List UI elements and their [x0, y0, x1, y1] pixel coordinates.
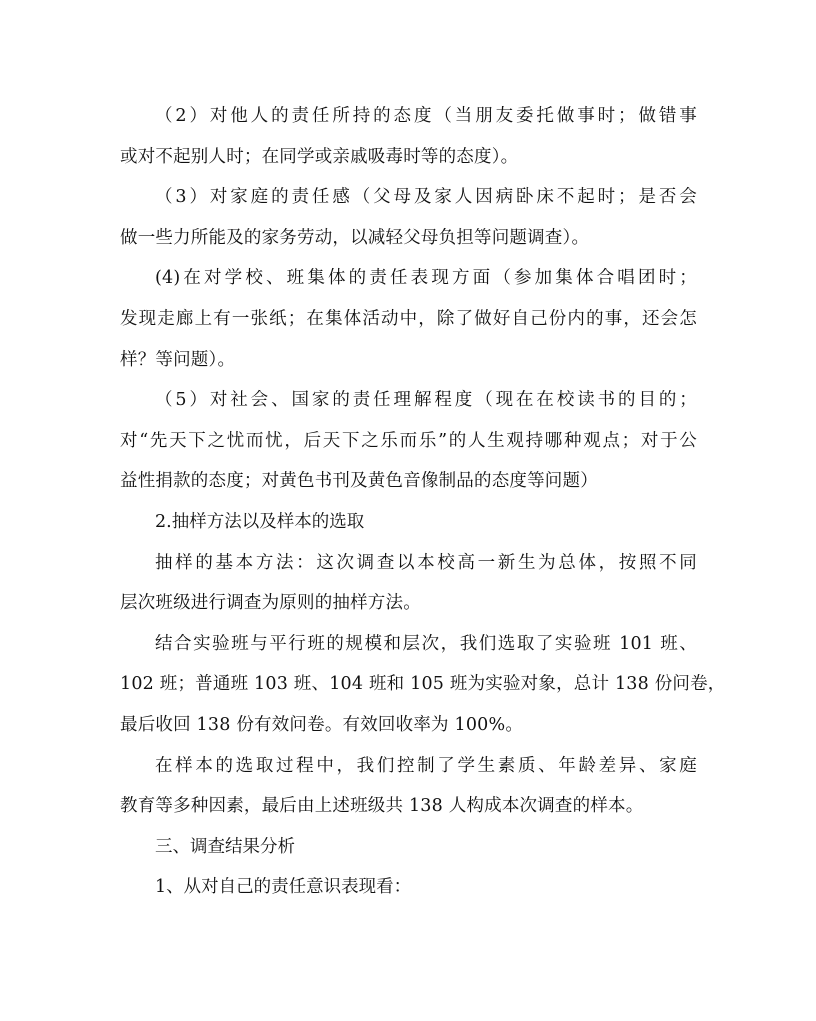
- paragraph-sample-classes: [120, 624, 726, 746]
- paragraph-responsibility-to-family: [120, 177, 697, 258]
- paragraph-sample-selection: [120, 746, 697, 827]
- section-heading-sampling: 2.抽样方法以及样本的选取: [155, 511, 365, 532]
- text-line: (4)在对学校、班集体的责任表现方面（参加集体合唱团时；: [155, 268, 697, 289]
- text-line: 做一些力所能及的家务劳动，以减轻父母负担等问题调查）。: [120, 227, 590, 248]
- text-line: 或对不起别人时；在同学或亲戚吸毒时等的态度）。: [120, 146, 519, 167]
- text-line: （2）对他人的责任所持的态度（当朋友委托做事时；做错事: [155, 106, 697, 126]
- text-line: （5）对社会、国家的责任理解程度（现在在校读书的目的；: [155, 390, 697, 411]
- section-heading-results: 三、调查结果分析: [155, 836, 295, 857]
- text-line: 在样本的选取过程中，我们控制了学生素质、年龄差异、家庭: [155, 755, 697, 776]
- text-line: 层次班级进行调查为原则的抽样方法。: [120, 593, 421, 614]
- subsection-heading-self-responsibility: 1、从对自己的责任意识表现看：: [155, 877, 412, 898]
- text-line: 益性捐款的态度；对黄色书刊及黄色音像制品的态度等问题）: [120, 471, 598, 492]
- text-line: 教育等多种因素，最后由上述班级共 138 人构成本次调查的样本。: [120, 796, 644, 817]
- text-line: 结合实验班与平行班的规模和层次，我们选取了实验班 101 班、: [155, 633, 697, 654]
- text-line: 发现走廊上有一张纸；在集体活动中，除了做好自己份内的事，还会怎: [120, 308, 697, 329]
- paragraph-responsibility-to-others: [120, 96, 697, 177]
- paragraph-responsibility-to-school: [120, 258, 697, 380]
- text-line: 抽样的基本方法：这次调查以本校高一新生为总体，按照不同: [155, 552, 697, 573]
- paragraph-sampling-method: [120, 543, 697, 624]
- document-body: [120, 96, 726, 908]
- text-line: 102 班；普通班 103 班、104 班和 105 班为实验对象，总计 138 份问卷，: [120, 674, 726, 695]
- text-line: （3）对家庭的责任感（父母及家人因病卧床不起时；是否会: [155, 187, 697, 208]
- text-line: 样？等问题）。: [120, 349, 236, 370]
- paragraph-responsibility-to-society: [120, 380, 697, 502]
- text-line: 最后收回 138 份有效问卷。有效回收率为 100%。: [120, 714, 524, 735]
- text-line: 对“先天下之忧而忧，后天下之乐而乐”的人生观持哪种观点；对于公: [120, 430, 697, 451]
